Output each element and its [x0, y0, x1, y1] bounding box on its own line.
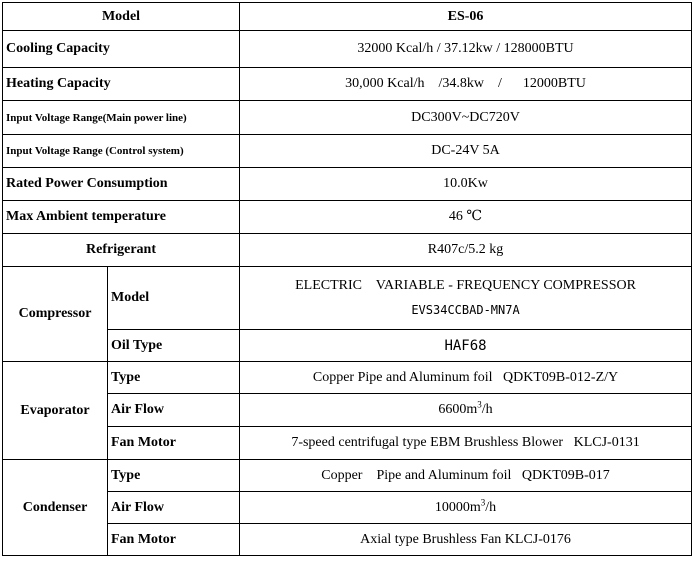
heating-capacity-label: Heating Capacity	[3, 68, 240, 101]
cooling-capacity-label: Cooling Capacity	[3, 31, 240, 68]
condenser-airflow-unit: /h	[485, 499, 497, 515]
compressor-oil-value: HAF68	[240, 330, 692, 362]
compressor-model-line2: EVS34CCBAD-MN7A	[411, 303, 520, 317]
table-row	[3, 135, 692, 168]
spec-table	[2, 2, 692, 556]
model-header-value: ES-06	[240, 3, 692, 31]
heating-capacity-value: 30,000 Kcal/h /34.8kw / 12000BTU	[240, 68, 692, 101]
table-row	[3, 460, 692, 492]
table-row	[3, 362, 692, 394]
input-voltage-main-value: DC300V~DC720V	[240, 101, 692, 135]
table-row	[3, 234, 692, 267]
evaporator-airflow-number: 6600m	[438, 402, 478, 417]
table-row	[3, 68, 692, 101]
condenser-type-label: Type	[108, 460, 240, 492]
table-row	[3, 31, 692, 68]
condenser-fan-label: Fan Motor	[108, 524, 240, 556]
input-voltage-control-value: DC-24V 5A	[240, 135, 692, 168]
condenser-airflow-number: 10000m	[434, 499, 481, 515]
table-row	[3, 267, 692, 330]
rated-power-value: 10.0Kw	[240, 168, 692, 201]
max-ambient-value: 46 ℃	[240, 201, 692, 234]
evaporator-airflow-value	[240, 394, 692, 427]
compressor-model-label: Model	[108, 267, 240, 330]
compressor-oil-label: Oil Type	[108, 330, 240, 362]
table-row	[3, 168, 692, 201]
compressor-label: Compressor	[3, 267, 108, 362]
refrigerant-label: Refrigerant	[3, 234, 240, 267]
condenser-airflow-label: Air Flow	[108, 492, 240, 524]
evaporator-type-label: Type	[108, 362, 240, 394]
condenser-airflow-value	[240, 492, 692, 524]
table-row	[3, 201, 692, 234]
condenser-fan-value: Axial type Brushless Fan KLCJ-0176	[240, 524, 692, 556]
evaporator-fan-value: 7-speed centrifugal type EBM Brushless Blower KLCJ-0131	[240, 427, 692, 460]
refrigerant-value: R407c/5.2 kg	[240, 234, 692, 267]
evaporator-airflow-unit: /h	[481, 402, 493, 417]
condenser-type-value: Copper Pipe and Aluminum foil QDKT09B-017	[240, 460, 692, 492]
evaporator-airflow-label: Air Flow	[108, 394, 240, 427]
compressor-model-line1: ELECTRIC VARIABLE - FREQUENCY COMPRESSOR	[295, 278, 636, 293]
table-row	[3, 101, 692, 135]
compressor-model-value	[240, 267, 692, 330]
table-row	[3, 3, 692, 31]
max-ambient-label: Max Ambient temperature	[3, 201, 240, 234]
condenser-label: Condenser	[3, 460, 108, 556]
cooling-capacity-value: 32000 Kcal/h / 37.12kw / 128000BTU	[240, 31, 692, 68]
rated-power-label: Rated Power Consumption	[3, 168, 240, 201]
evaporator-label: Evaporator	[3, 362, 108, 460]
input-voltage-control-label: Input Voltage Range (Control system)	[3, 135, 240, 168]
evaporator-type-value: Copper Pipe and Aluminum foil QDKT09B-012-Z/Y	[240, 362, 692, 394]
condenser-airflow-exponent: 3	[480, 496, 486, 507]
evaporator-airflow-exponent: 3	[477, 399, 482, 410]
evaporator-fan-label: Fan Motor	[108, 427, 240, 460]
input-voltage-main-label: Input Voltage Range(Main power line)	[3, 101, 240, 135]
model-header-label: Model	[3, 3, 240, 31]
